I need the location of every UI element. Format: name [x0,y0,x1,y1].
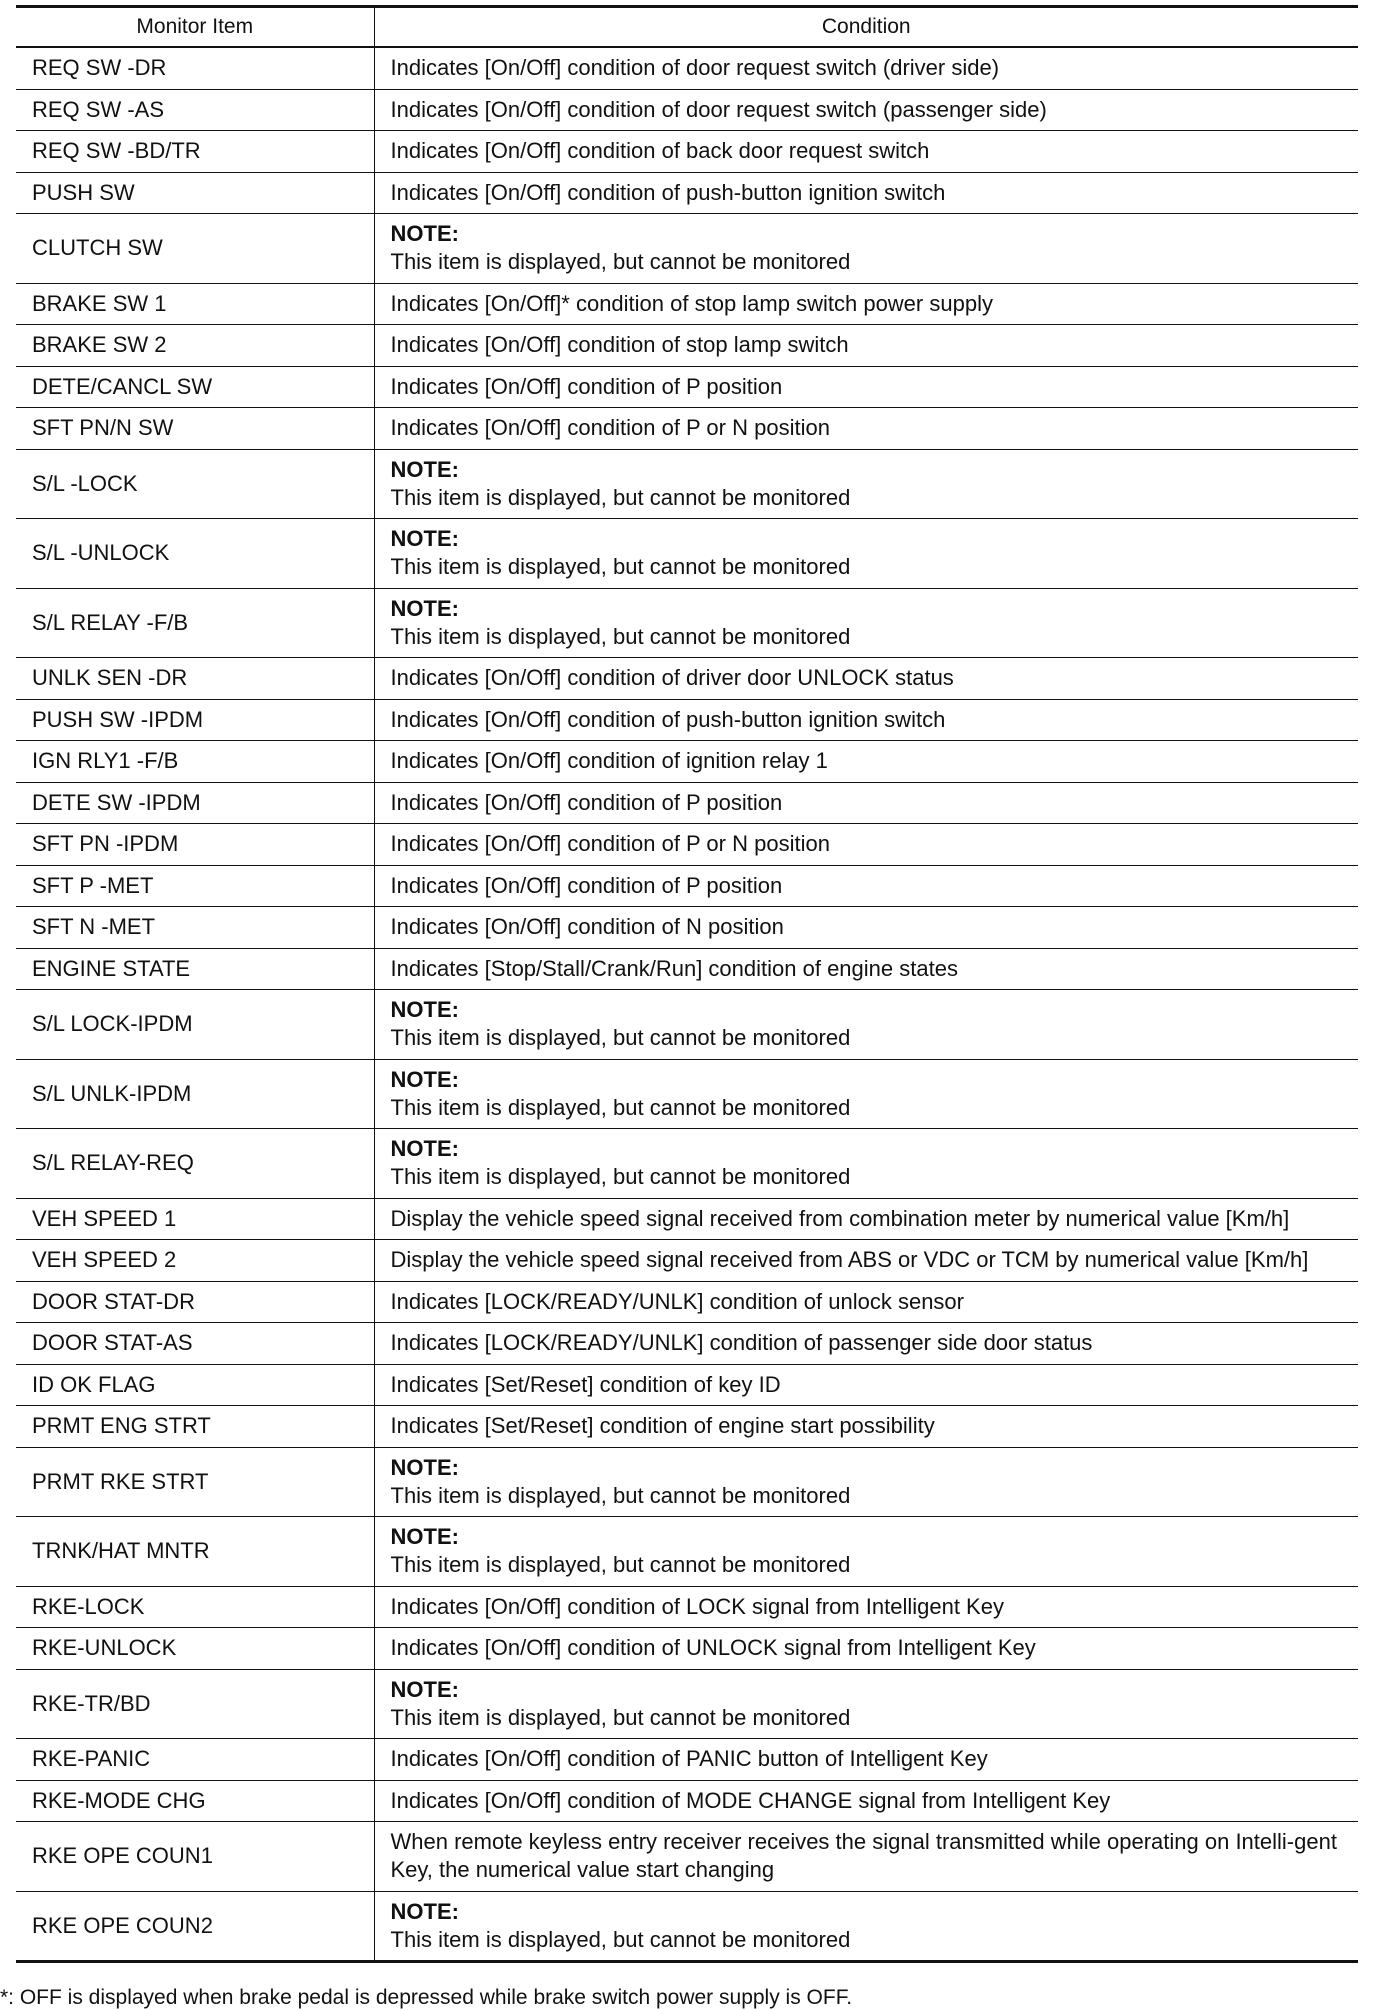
monitor-item-cell: S/L -UNLOCK [16,519,374,589]
condition-cell: Indicates [On/Off] condition of driver door UNLOCK status [374,658,1358,700]
monitor-item-table [16,5,1358,1963]
note-text: This item is displayed, but cannot be monitored [390,1482,851,1508]
condition-cell: Indicates [On/Off] condition of LOCK signal from Intelligent Key [374,1586,1358,1628]
note-label: NOTE: [390,1454,459,1480]
note-text: This item is displayed, but cannot be monitored [390,484,851,510]
note-label: NOTE: [390,456,459,482]
monitor-item-cell: ID OK FLAG [16,1364,374,1406]
table-row [16,658,1358,700]
condition-cell: Indicates [On/Off] condition of PANIC button of Intelligent Key [374,1739,1358,1781]
note-text: This item is displayed, but cannot be monitored [390,1704,851,1730]
condition-cell [374,1891,1358,1962]
note-label: NOTE: [390,1898,459,1924]
table-row [16,366,1358,408]
table-row [16,1198,1358,1240]
table-row [16,865,1358,907]
table-row [16,948,1358,990]
condition-cell: Indicates [On/Off] condition of P position [374,366,1358,408]
monitor-item-cell: VEH SPEED 2 [16,1240,374,1282]
note-text: This item is displayed, but cannot be monitored [390,1164,851,1190]
note-text: This item is displayed, but cannot be monitored [390,1025,851,1051]
condition-cell: Indicates [Set/Reset] condition of key ID [374,1364,1358,1406]
monitor-item-cell: RKE-UNLOCK [16,1628,374,1670]
table-row [16,1628,1358,1670]
condition-cell [374,990,1358,1060]
monitor-item-cell: PUSH SW [16,172,374,214]
condition-cell: Indicates [On/Off] condition of P or N position [374,408,1358,450]
note-text: This item is displayed, but cannot be monitored [390,623,851,649]
condition-cell [374,449,1358,519]
note-text: This item is displayed, but cannot be monitored [390,554,851,580]
condition-cell [374,1447,1358,1517]
table-row [16,325,1358,367]
column-header-condition: Condition [374,7,1358,48]
table-row [16,1447,1358,1517]
monitor-item-cell: CLUTCH SW [16,214,374,284]
condition-cell: Indicates [On/Off] condition of door request switch (driver side) [374,47,1358,89]
table-row [16,1406,1358,1448]
condition-cell [374,1669,1358,1739]
table-row [16,1586,1358,1628]
table-row [16,1364,1358,1406]
condition-cell: When remote keyless entry receiver receives the signal transmitted while operating on Intelli-gent Key, the numerical value start changing [374,1822,1358,1892]
monitor-item-cell: RKE OPE COUN2 [32,1912,213,1938]
table-row [16,990,1358,1060]
note-label: NOTE: [390,1676,459,1702]
footnote: *: OFF is displayed when brake pedal is depressed while brake switch power supply is OFF. [0,1986,853,2009]
condition-cell: Indicates [On/Off] condition of back door request switch [374,131,1358,173]
table-row [16,214,1358,284]
monitor-item-cell: UNLK SEN -DR [16,658,374,700]
condition-cell: Display the vehicle speed signal received from combination meter by numerical value [Km/h] [374,1198,1358,1240]
monitor-item-cell: S/L LOCK-IPDM [16,990,374,1060]
note-label: NOTE: [390,1524,459,1550]
note-text: This item is displayed, but cannot be monitored [390,249,851,275]
table-row [16,1739,1358,1781]
note-label: NOTE: [390,526,459,552]
column-header-monitor-item: Monitor Item [16,7,374,48]
monitor-item-cell: REQ SW -AS [16,89,374,131]
monitor-item-cell: SFT PN -IPDM [16,824,374,866]
table-row [16,1517,1358,1587]
condition-cell: Display the vehicle speed signal received from ABS or VDC or TCM by numerical value [Km/h] [374,1240,1358,1282]
monitor-item-cell: PRMT RKE STRT [16,1447,374,1517]
monitor-item-cell: TRNK/HAT MNTR [16,1517,374,1587]
condition-cell: Indicates [On/Off] condition of ignition relay 1 [374,741,1358,783]
table-row [16,172,1358,214]
table-row [16,782,1358,824]
table-row [16,408,1358,450]
monitor-item-cell: DETE SW -IPDM [16,782,374,824]
condition-cell: Indicates [On/Off] condition of MODE CHANGE signal from Intelligent Key [374,1780,1358,1822]
monitor-item-cell: RKE-LOCK [16,1586,374,1628]
condition-cell: Indicates [On/Off] condition of push-button ignition switch [374,172,1358,214]
monitor-item-sheet [16,5,1358,1963]
table-row [16,741,1358,783]
table-row [16,1891,1358,1962]
condition-cell: Indicates [Stop/Stall/Crank/Run] condition of engine states [374,948,1358,990]
note-label: NOTE: [390,1066,459,1092]
condition-cell: Indicates [On/Off] condition of door request switch (passenger side) [374,89,1358,131]
condition-cell: Indicates [LOCK/READY/UNLK] condition of unlock sensor [374,1281,1358,1323]
table-row [16,699,1358,741]
monitor-item-cell: DETE/CANCL SW [16,366,374,408]
note-label: NOTE: [390,595,459,621]
table-row [16,1129,1358,1199]
monitor-item-cell: DOOR STAT-DR [16,1281,374,1323]
table-row [16,588,1358,658]
condition-cell: Indicates [On/Off] condition of push-button ignition switch [374,699,1358,741]
note-text: This item is displayed, but cannot be monitored [390,1094,851,1120]
monitor-item-cell: BRAKE SW 2 [16,325,374,367]
condition-cell: Indicates [On/Off] condition of N position [374,907,1358,949]
condition-cell [374,588,1358,658]
monitor-item-cell: RKE OPE COUN1 [16,1822,374,1892]
monitor-item-cell: RKE-MODE CHG [16,1780,374,1822]
table-row [16,283,1358,325]
table-row [16,1822,1358,1892]
condition-cell: Indicates [On/Off] condition of P position [374,782,1358,824]
monitor-item-cell: IGN RLY1 -F/B [16,741,374,783]
table-row [16,1240,1358,1282]
monitor-item-cell: DOOR STAT-AS [16,1323,374,1365]
table-row [16,131,1358,173]
monitor-item-cell: REQ SW -DR [16,47,374,89]
table-row [16,824,1358,866]
monitor-item-cell: RKE-PANIC [16,1739,374,1781]
table-row [16,519,1358,589]
condition-cell: Indicates [On/Off] condition of P position [374,865,1358,907]
monitor-item-cell: S/L RELAY-REQ [16,1129,374,1199]
note-text: This item is displayed, but cannot be monitored [390,1926,851,1952]
monitor-item-cell: S/L UNLK-IPDM [16,1059,374,1129]
table-row [16,1281,1358,1323]
note-text: This item is displayed, but cannot be monitored [390,1552,851,1578]
table-row [16,1059,1358,1129]
table-row [16,89,1358,131]
condition-cell [374,214,1358,284]
condition-cell: Indicates [On/Off] condition of UNLOCK signal from Intelligent Key [374,1628,1358,1670]
condition-cell: Indicates [On/Off] condition of P or N position [374,824,1358,866]
table-row [16,907,1358,949]
note-label: NOTE: [390,1136,459,1162]
table-row [16,1669,1358,1739]
monitor-item-cell: S/L -LOCK [16,449,374,519]
condition-cell [374,1129,1358,1199]
table-row [16,47,1358,89]
note-label: NOTE: [390,221,459,247]
monitor-item-cell: ENGINE STATE [16,948,374,990]
monitor-item-cell: S/L RELAY -F/B [16,588,374,658]
table-header-row [16,7,1358,48]
monitor-item-cell: SFT PN/N SW [16,408,374,450]
monitor-item-cell: VEH SPEED 1 [16,1198,374,1240]
table-row [16,449,1358,519]
condition-cell: Indicates [Set/Reset] condition of engine start possibility [374,1406,1358,1448]
condition-cell [374,1517,1358,1587]
monitor-item-cell: PRMT ENG STRT [16,1406,374,1448]
monitor-item-cell: REQ SW -BD/TR [16,131,374,173]
condition-cell: Indicates [On/Off]* condition of stop lamp switch power supply [374,283,1358,325]
table-row [16,1780,1358,1822]
condition-cell: Indicates [On/Off] condition of stop lamp switch [374,325,1358,367]
monitor-item-cell: SFT N -MET [16,907,374,949]
note-label: NOTE: [390,997,459,1023]
monitor-item-cell: PUSH SW -IPDM [16,699,374,741]
monitor-item-cell: SFT P -MET [16,865,374,907]
condition-cell: Indicates [LOCK/READY/UNLK] condition of passenger side door status [374,1323,1358,1365]
condition-cell [374,1059,1358,1129]
table-row [16,1323,1358,1365]
condition-cell [374,519,1358,589]
monitor-item-cell: BRAKE SW 1 [16,283,374,325]
monitor-item-cell: RKE-TR/BD [16,1669,374,1739]
